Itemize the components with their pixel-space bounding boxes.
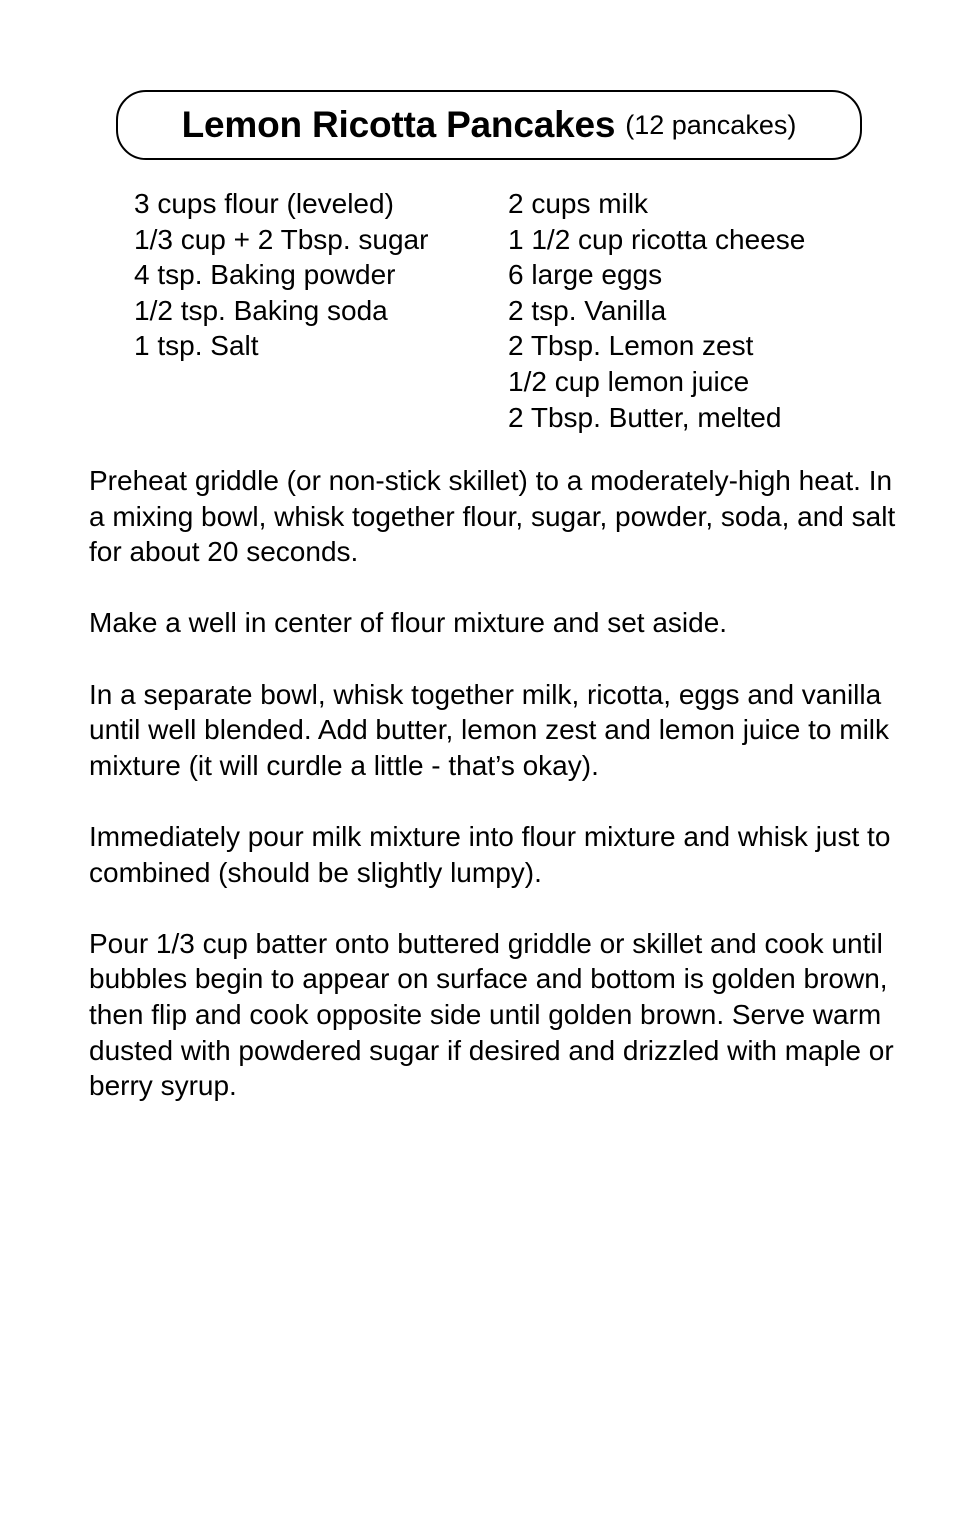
recipe-title: Lemon Ricotta Pancakes	[181, 104, 616, 145]
ingredient-item: 1 tsp. Salt	[134, 330, 259, 362]
ingredient-item: 1/3 cup + 2 Tbsp. sugar	[134, 223, 429, 255]
instructions-section	[89, 463, 909, 1139]
instruction-step: In a separate bowl, whisk together milk, ricotta, eggs and vanilla until well blended. Add butter, lemon zest and lemon juice to milk mixture (it will curdle a little - that’s okay).	[89, 678, 890, 781]
ingredient-item: 2 Tbsp. Lemon zest	[508, 330, 754, 362]
ingredient-item: 2 cups milk	[508, 188, 649, 219]
ingredient-item: 1/2 cup lemon juice	[508, 365, 750, 397]
instruction-step: Preheat griddle (or non-stick skillet) to a moderately-high heat. In a mixing bowl, whisk together flour, sugar, powder, soda, and salt for about 20 seconds.	[89, 465, 896, 568]
instruction-step: Make a well in center of flour mixture and set aside.	[89, 607, 728, 639]
ingredients-left-column	[134, 186, 428, 364]
instruction-step: Immediately pour milk mixture into flour mixture and whisk just to combined (should be slightly lumpy).	[89, 820, 891, 888]
ingredient-item: 1/2 tsp. Baking soda	[134, 294, 388, 326]
ingredient-item: 6 large eggs	[508, 259, 663, 291]
recipe-yield: (12 pancakes)	[625, 109, 797, 140]
ingredients-right-column	[508, 186, 805, 435]
recipe-title-box	[116, 90, 862, 160]
ingredient-item: 2 Tbsp. Butter, melted	[508, 401, 782, 433]
ingredient-item: 4 tsp. Baking powder	[134, 259, 396, 291]
instruction-step: Pour 1/3 cup batter onto buttered griddle or skillet and cook until bubbles begin to appear on surface and bottom is golden brown, then flip and cook opposite side until golden brown. Serve warm dusted with powdered sugar if desired and drizzled with maple or berry syrup.	[89, 927, 894, 1102]
ingredient-item: 1 1/2 cup ricotta cheese	[508, 223, 806, 255]
ingredient-item: 3 cups flour (leveled)	[134, 188, 394, 219]
ingredient-item: 2 tsp. Vanilla	[508, 294, 667, 326]
